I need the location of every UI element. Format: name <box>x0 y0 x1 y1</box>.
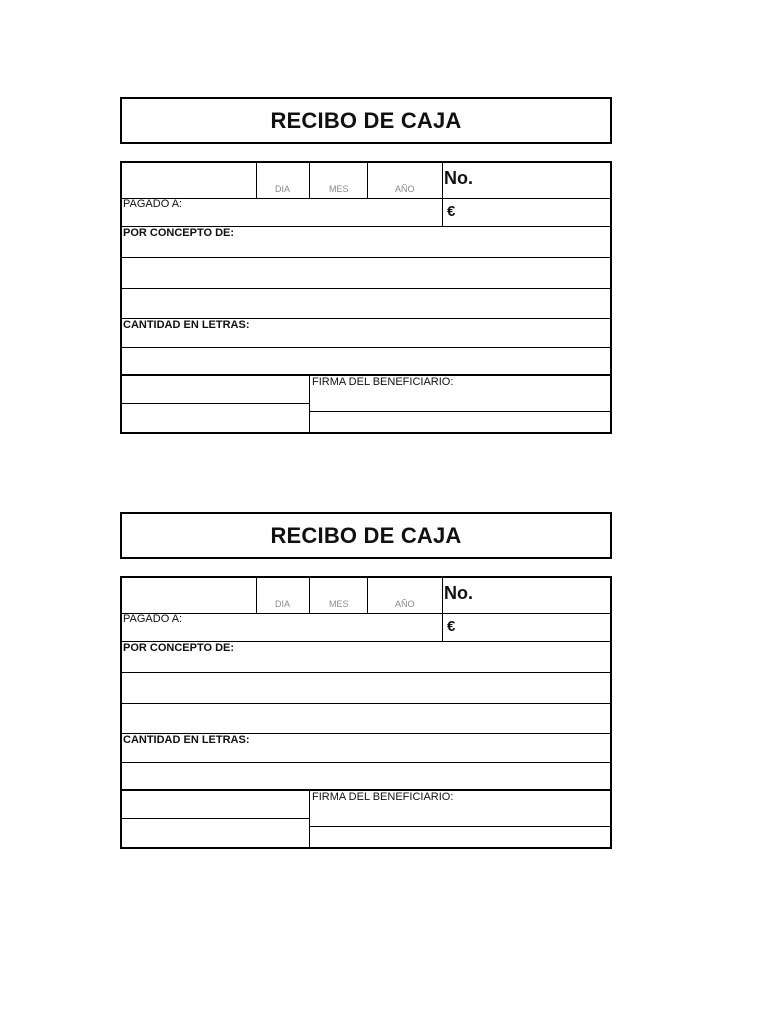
date-month-label: MES <box>329 184 349 194</box>
concept-label: POR CONCEPTO DE: <box>123 227 235 239</box>
date-year-cell[interactable] <box>368 578 442 613</box>
date-month-cell[interactable] <box>310 163 367 198</box>
divider <box>122 403 309 404</box>
signature-label: FIRMA DEL BENEFICIARIO: <box>312 791 454 803</box>
divider <box>122 198 610 199</box>
divider <box>310 411 610 412</box>
receipt-form <box>120 576 612 849</box>
receipt-title-box <box>120 512 612 559</box>
paid-to-label: PAGADO A: <box>123 198 183 210</box>
divider <box>309 375 310 433</box>
divider <box>122 818 309 819</box>
date-day-cell[interactable] <box>257 578 309 613</box>
receipt-number-label: No. <box>444 168 473 188</box>
paid-to-label: PAGADO A: <box>123 613 183 625</box>
divider <box>122 762 610 763</box>
divider <box>122 613 610 614</box>
divider <box>122 703 610 704</box>
receipt-form <box>120 161 612 434</box>
date-year-label: AÑO <box>395 599 415 609</box>
receipt-2 <box>120 512 612 852</box>
receipt-title-box <box>120 97 612 144</box>
date-day-cell[interactable] <box>257 163 309 198</box>
currency-symbol: € <box>447 203 456 220</box>
date-day-label: DIA <box>275 599 291 609</box>
concept-label: POR CONCEPTO DE: <box>123 642 235 654</box>
divider <box>309 790 310 848</box>
amount-in-words-label: CANTIDAD EN LETRAS: <box>123 734 250 746</box>
divider <box>122 257 610 258</box>
receipt-number-label: No. <box>444 583 473 603</box>
signature-label: FIRMA DEL BENEFICIARIO: <box>312 376 454 388</box>
receipt-1 <box>120 97 612 437</box>
divider <box>122 672 610 673</box>
divider <box>122 347 610 348</box>
date-month-label: MES <box>329 599 349 609</box>
currency-symbol: € <box>447 618 456 635</box>
divider <box>310 826 610 827</box>
divider <box>442 578 443 642</box>
receipt-title: RECIBO DE CAJA <box>270 107 462 133</box>
receipt-title: RECIBO DE CAJA <box>270 522 462 548</box>
divider <box>442 163 443 227</box>
amount-in-words-label: CANTIDAD EN LETRAS: <box>123 319 250 331</box>
date-month-cell[interactable] <box>310 578 367 613</box>
divider <box>122 288 610 289</box>
date-year-label: AÑO <box>395 184 415 194</box>
date-year-cell[interactable] <box>368 163 442 198</box>
date-day-label: DIA <box>275 184 291 194</box>
